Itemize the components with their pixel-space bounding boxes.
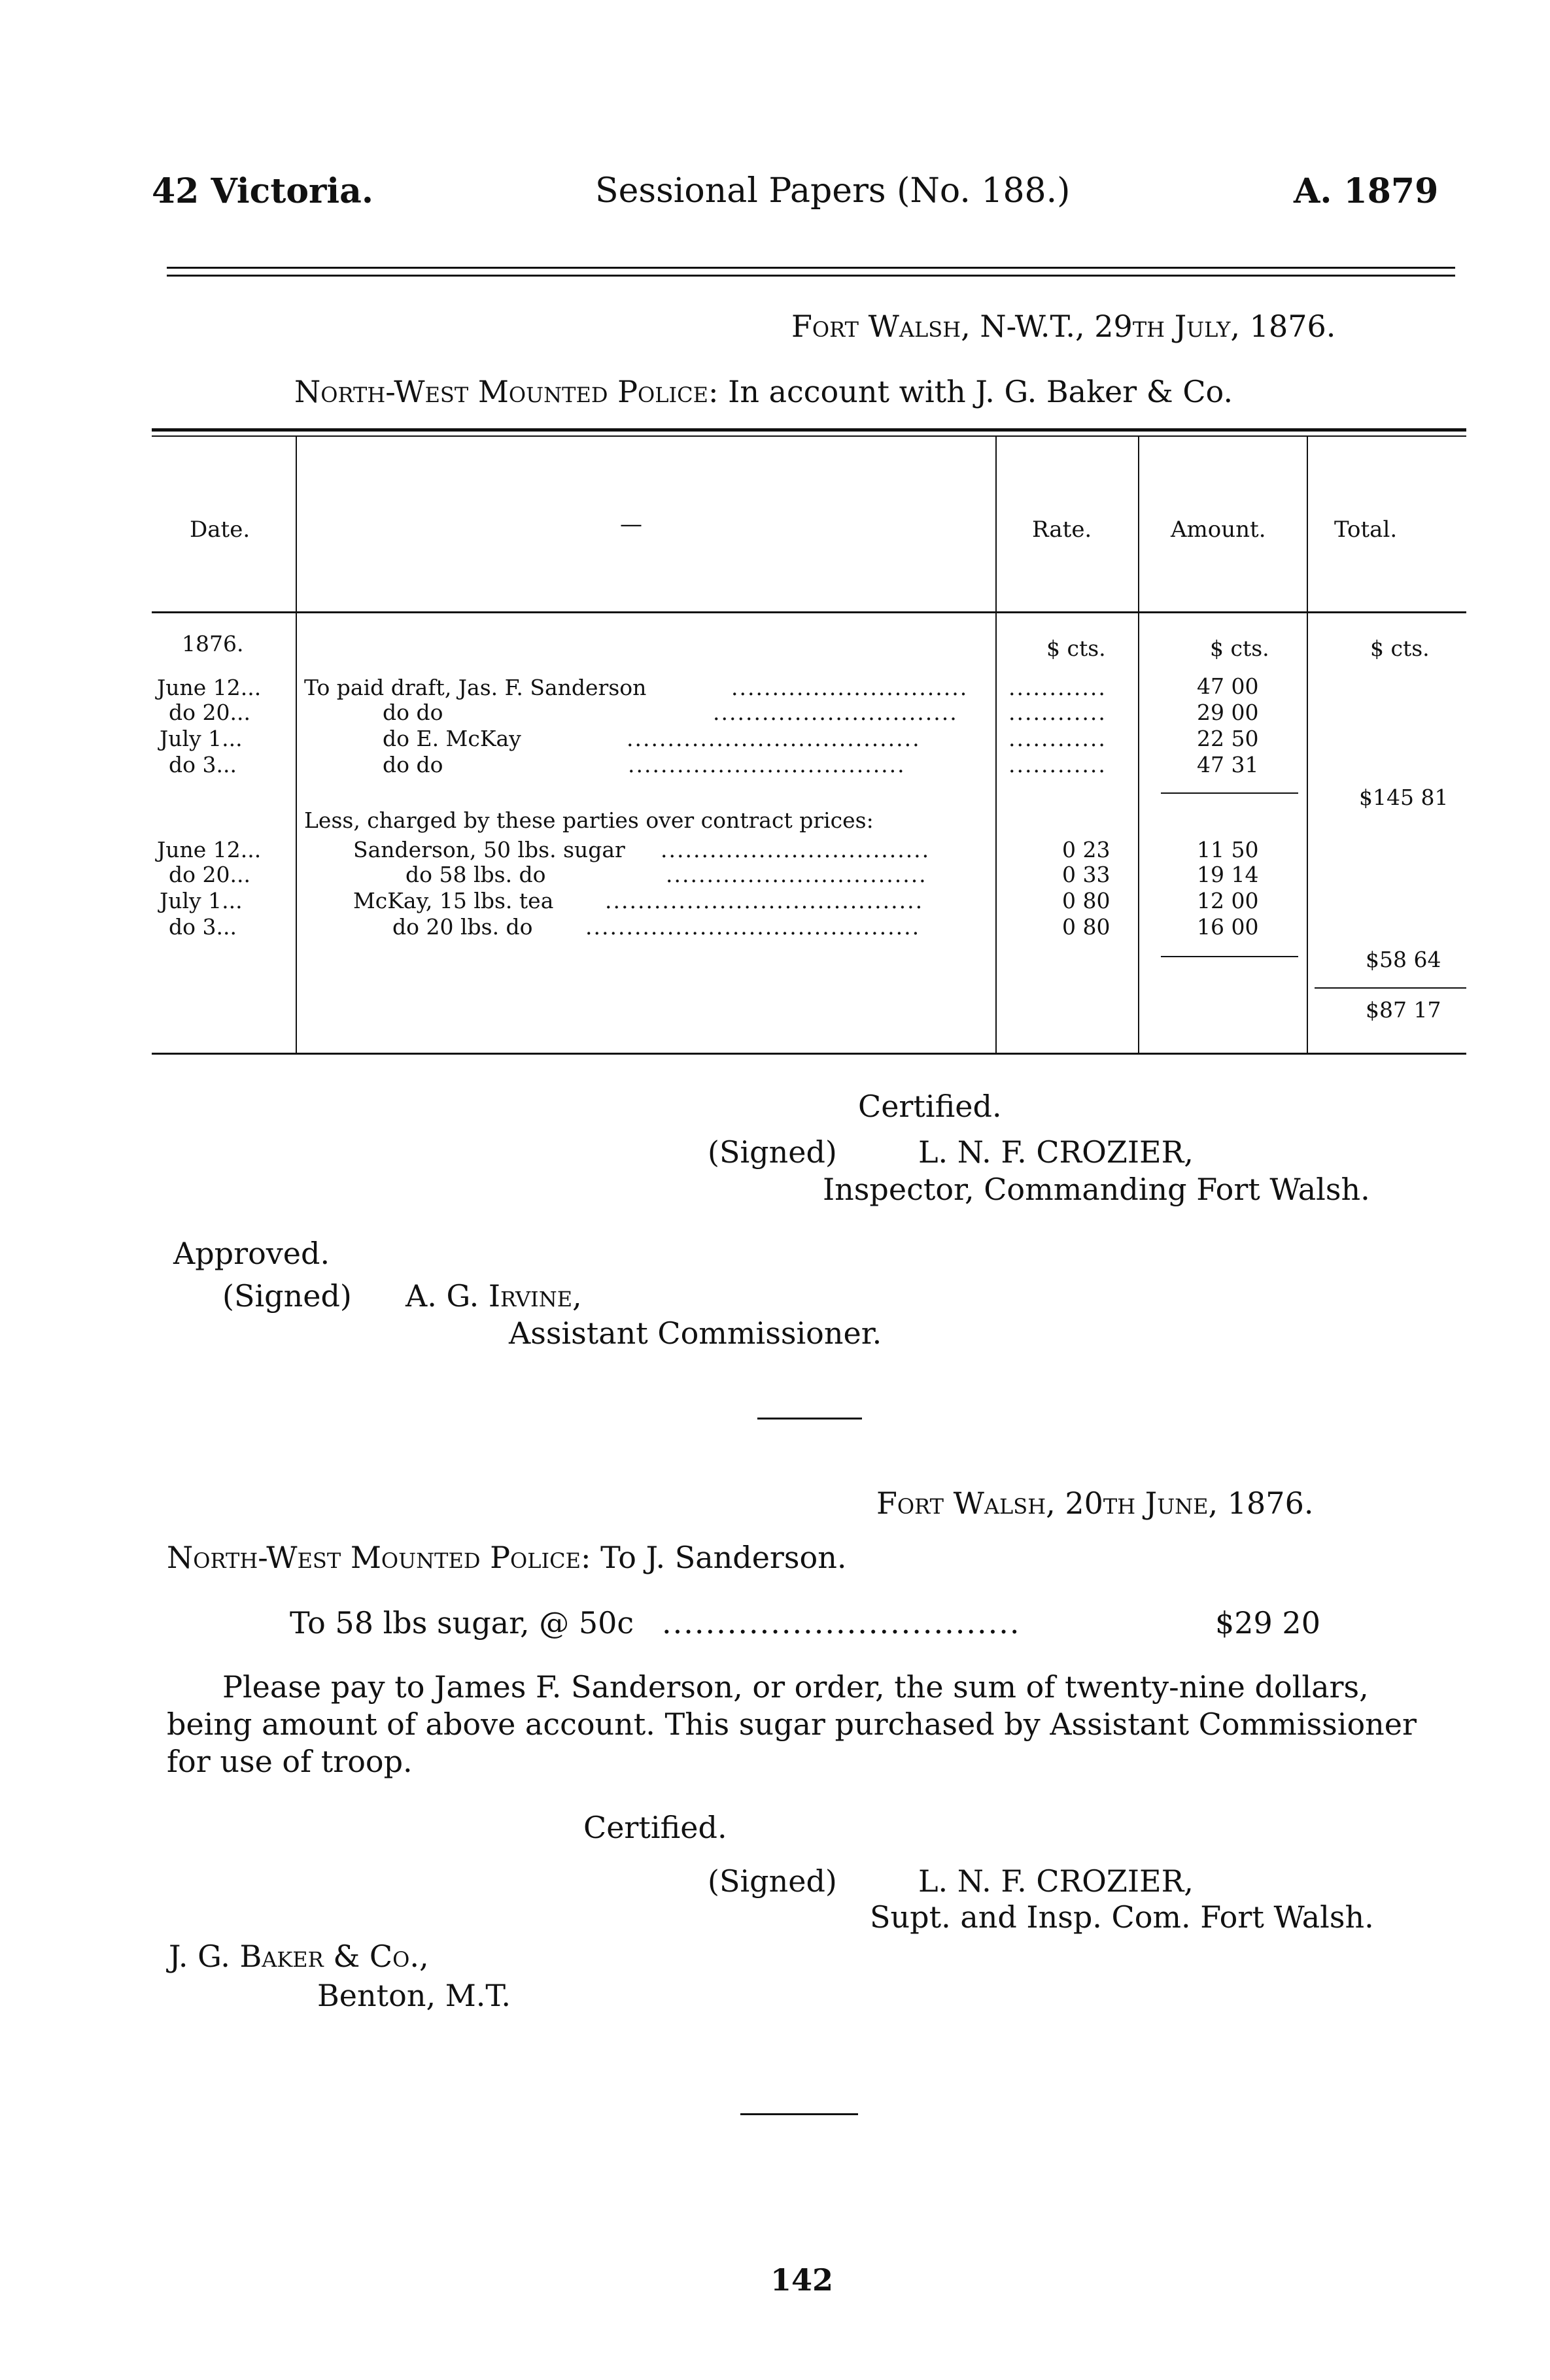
col-divider-date — [296, 437, 297, 1053]
addressee-place: Benton, M.T. — [317, 1978, 511, 2013]
table-row-amount: 47 00 — [1197, 673, 1259, 699]
invoice-line-item: To 58 lbs sugar, @ 50c — [290, 1605, 634, 1640]
col-header-total: Total. — [1334, 517, 1398, 543]
table-row-amount: 22 50 — [1197, 726, 1259, 751]
dot-leader: .................................... — [627, 726, 921, 751]
signer-role: Assistant Commissioner. — [509, 1316, 882, 1351]
less-heading: Less, charged by these parties over contract prices: — [304, 808, 874, 833]
table-row-rate: 0 80 — [1062, 914, 1111, 940]
invoice-body-line: Please pay to James F. Sanderson, or order, the sum of twenty-nine dollars, — [222, 1669, 1369, 1705]
table-row-amount: 12 00 — [1197, 888, 1259, 913]
grand-total-rule — [1315, 987, 1466, 989]
dot-leader: ......................................... — [585, 914, 921, 940]
table-rule-bottom — [152, 1053, 1466, 1055]
signer-name: L. N. F. CROZIER, — [918, 1134, 1194, 1170]
header-left: 42 Victoria. — [152, 171, 373, 211]
subtotal-charges: $145 81 — [1359, 785, 1449, 810]
col-divider-amount — [1307, 437, 1308, 1053]
table-row-amount: 16 00 — [1197, 914, 1259, 940]
table-row-date: do 20... — [169, 862, 250, 887]
dot-leader: ....................................... — [605, 888, 924, 913]
invoice-title-suffix: : To J. Sanderson. — [581, 1540, 847, 1575]
dot-leader: ............................. — [731, 675, 969, 700]
total-units: $ cts. — [1370, 636, 1430, 661]
dot-leader: ................................. — [661, 837, 931, 862]
dot-leader: ............ — [1008, 726, 1107, 751]
section-divider — [740, 2113, 858, 2115]
table-row-date: July 1... — [160, 726, 243, 751]
col-header-desc: — — [620, 511, 642, 537]
signer-name: A. G. Irvine, — [405, 1278, 582, 1314]
header-center: Sessional Papers (No. 188.) — [595, 171, 1071, 211]
invoice-title — [167, 1540, 846, 1575]
signed-label: (Signed) — [222, 1278, 352, 1314]
dot-leader: ............ — [1008, 752, 1107, 777]
addressee-name: J. G. Baker & Co., — [169, 1939, 429, 1974]
table-row-amount: 47 31 — [1197, 752, 1259, 777]
table-row-amount: 11 50 — [1197, 837, 1259, 862]
header-right: A. 1879 — [1294, 171, 1439, 211]
dot-leader: ................................. — [662, 1605, 1021, 1640]
invoice-title-prefix: North-West Mounted Police — [167, 1540, 581, 1575]
invoice-body-line: for use of troop. — [167, 1744, 413, 1779]
subtotal-rule — [1161, 792, 1298, 794]
dot-leader: .............................. — [713, 700, 958, 725]
table-row-desc: do 20 lbs. do — [392, 914, 533, 940]
amount-units: $ cts. — [1210, 636, 1269, 661]
signer-name: L. N. F. CROZIER, — [918, 1863, 1194, 1899]
table-row-date: June 12... — [157, 675, 262, 700]
table-row-date: do 3... — [169, 914, 237, 940]
table-rule-top-thin — [152, 435, 1466, 437]
rate-units: $ cts. — [1046, 636, 1106, 661]
table-rule-header — [152, 611, 1466, 613]
table-row-rate: 0 33 — [1062, 862, 1111, 887]
account-title — [294, 374, 1233, 409]
table-row-date: July 1... — [160, 888, 243, 913]
invoice-place-date: Fort Walsh, 20th June, 1876. — [876, 1486, 1314, 1521]
dot-leader: ............ — [1008, 675, 1107, 700]
col-divider-rate — [1138, 437, 1139, 1053]
subtotal-rule — [1161, 956, 1298, 957]
table-rule-top — [152, 428, 1466, 432]
col-header-rate: Rate. — [1032, 517, 1092, 543]
col-header-date: Date. — [190, 517, 250, 543]
header-rule-bottom — [167, 275, 1455, 277]
certified-label: Certified. — [583, 1810, 727, 1845]
header-rule-top — [167, 267, 1455, 269]
section-divider — [757, 1418, 862, 1420]
dot-leader: ............ — [1008, 700, 1107, 725]
dot-leader: .................................. — [628, 752, 906, 777]
page-number: 142 — [770, 2262, 834, 2298]
signed-label: (Signed) — [708, 1134, 837, 1170]
table-row-desc: To paid draft, Jas. F. Sanderson — [304, 675, 647, 700]
table-row-rate: 0 23 — [1062, 837, 1111, 862]
table-row-desc: do E. McKay — [383, 726, 521, 751]
col-header-amount: Amount. — [1171, 517, 1266, 543]
certified-label: Certified. — [858, 1089, 1002, 1124]
signer-role: Inspector, Commanding Fort Walsh. — [823, 1172, 1370, 1207]
table-year: 1876. — [182, 631, 244, 656]
signer-role: Supt. and Insp. Com. Fort Walsh. — [870, 1899, 1374, 1935]
table-row-desc: do do — [383, 752, 443, 777]
account-title-suffix: : In account with J. G. Baker & Co. — [708, 374, 1233, 409]
col-divider-desc — [995, 437, 997, 1053]
table-row-amount: 29 00 — [1197, 700, 1259, 725]
invoice-line-total: $29 20 — [1215, 1605, 1320, 1640]
account-place-date: Fort Walsh, N-W.T., 29th July, 1876. — [791, 309, 1336, 344]
table-row-desc: McKay, 15 lbs. tea — [353, 888, 554, 913]
table-row-date: do 3... — [169, 752, 237, 777]
account-title-prefix: North-West Mounted Police — [294, 374, 709, 409]
table-row-date: do 20... — [169, 700, 250, 725]
approved-label: Approved. — [173, 1236, 330, 1271]
table-row-amount: 19 14 — [1197, 862, 1259, 887]
table-row-desc: do do — [383, 700, 443, 725]
signed-label: (Signed) — [708, 1863, 837, 1899]
grand-total: $87 17 — [1366, 997, 1441, 1023]
table-row-date: June 12... — [157, 837, 262, 862]
table-row-desc: Sanderson, 50 lbs. sugar — [353, 837, 625, 862]
dot-leader: ................................ — [666, 862, 927, 887]
table-row-rate: 0 80 — [1062, 888, 1111, 913]
invoice-body-line: being amount of above account. This sugar purchased by Assistant Commissioner — [167, 1707, 1417, 1742]
subtotal-less: $58 64 — [1366, 947, 1441, 972]
table-row-desc: do 58 lbs. do — [405, 862, 546, 887]
